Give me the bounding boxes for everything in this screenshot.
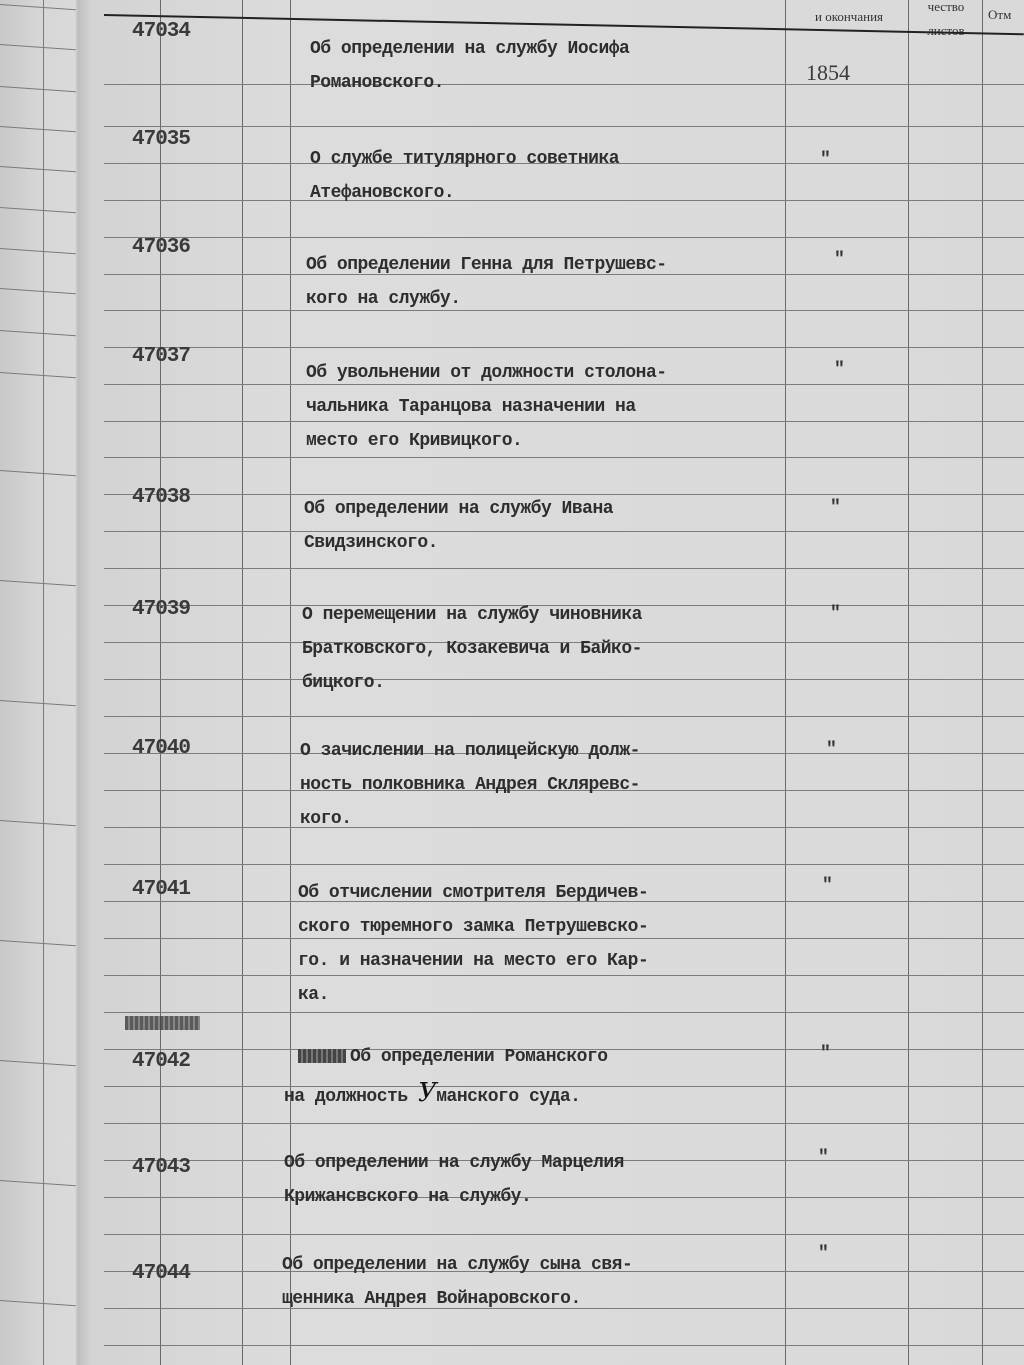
facing-page-line	[0, 700, 76, 706]
row-rule	[104, 310, 1024, 311]
entry-number: 47035	[132, 128, 191, 151]
facing-page-line	[0, 288, 76, 294]
row-rule	[104, 126, 1024, 127]
row-rule	[104, 827, 1024, 828]
entry-date-year: 1854	[806, 60, 850, 85]
entry-description-line: ность полковника Андрея Скляревс-	[300, 775, 640, 795]
row-rule	[104, 237, 1024, 238]
entry-description-line: кого на службу.	[306, 289, 461, 309]
ditto-mark: "	[822, 876, 833, 896]
entry-number: 47044	[132, 1262, 191, 1285]
ditto-mark: "	[818, 1148, 829, 1168]
sheets-column-header-line2: листов	[927, 23, 965, 38]
row-rule	[104, 200, 1024, 201]
entry-description-text: Об определении Романского	[350, 1047, 608, 1067]
facing-page-line	[0, 580, 76, 586]
entry-description-line: ка.	[298, 985, 329, 1005]
row-rule	[104, 347, 1024, 348]
facing-page-rule	[43, 0, 44, 1365]
entry-description-line: Об определении на службу Ивана	[304, 499, 614, 519]
entry-description-line: Романовского.	[310, 73, 444, 93]
row-rule	[104, 1197, 1024, 1198]
ditto-mark: "	[818, 1244, 829, 1264]
entry-number: 47042	[132, 1050, 191, 1073]
ditto-mark: "	[830, 498, 841, 518]
row-rule	[104, 457, 1024, 458]
entry-number: 47041	[132, 878, 191, 901]
sheets-column-header-line1: чество	[927, 0, 965, 14]
handwritten-correction: У	[417, 1078, 437, 1108]
entry-number: 47038	[132, 486, 191, 509]
row-rule	[104, 1012, 1024, 1013]
entry-description-text: манского суда.	[436, 1087, 581, 1107]
entry-description-line: Свидзинского.	[304, 533, 438, 553]
facing-page-line	[0, 1180, 76, 1186]
entry-description-line: Об определении на службу Иосифа	[310, 39, 630, 59]
row-rule	[104, 1234, 1024, 1235]
facing-page-edge	[0, 0, 78, 1365]
ditto-mark: "	[834, 250, 845, 270]
row-rule	[104, 1123, 1024, 1124]
facing-page-line	[0, 126, 76, 132]
entry-description-text: на должность	[284, 1087, 418, 1107]
row-rule	[104, 568, 1024, 569]
entry-description-line: чальника Таранцова назначении на	[306, 397, 636, 417]
facing-page-line	[0, 470, 76, 476]
entry-number: 47036	[132, 236, 191, 259]
facing-page-line	[0, 86, 76, 92]
entry-description-line	[284, 1076, 580, 1114]
row-rule	[104, 716, 1024, 717]
ditto-mark: "	[826, 740, 837, 760]
entry-description-line	[298, 1040, 608, 1074]
entry-description-line: О перемещении на службу чиновника	[302, 605, 642, 625]
entry-description-line: го. и назначении на место его Кар-	[298, 951, 649, 971]
entry-description-line: Об определении на службу Марцелия	[284, 1153, 624, 1173]
entry-description-line: щенника Андрея Войнаровского.	[282, 1289, 581, 1309]
ditto-mark: "	[820, 1044, 831, 1064]
notes-column-header: Отм	[988, 7, 1012, 22]
entry-number: 47043	[132, 1156, 191, 1179]
struck-out-typing	[125, 1016, 200, 1030]
facing-page-line	[0, 166, 76, 172]
facing-page-line	[0, 44, 76, 50]
struck-out-typing	[298, 1049, 346, 1063]
entry-description-line: О службе титулярного советника	[310, 149, 620, 169]
entry-description-line: Об определении Генна для Петрушевс-	[306, 255, 667, 275]
row-rule	[104, 679, 1024, 680]
row-rule	[104, 84, 1024, 85]
entry-number: 47037	[132, 345, 191, 368]
entry-description-line: Об определении на службу сына свя-	[282, 1255, 633, 1275]
facing-page-line	[0, 372, 76, 378]
ditto-mark: "	[820, 150, 831, 170]
entry-description-line: Крижансвского на службу.	[284, 1187, 532, 1207]
facing-page-line	[0, 207, 76, 213]
entry-description-line: место его Кривицкого.	[306, 431, 523, 451]
row-rule	[104, 1345, 1024, 1346]
entry-description-line: Об увольнении от должности столона-	[306, 363, 667, 383]
ditto-mark: "	[834, 360, 845, 380]
entry-description-line: кого.	[300, 809, 352, 829]
facing-page-line	[0, 1300, 76, 1306]
facing-page-line	[0, 940, 76, 946]
entry-description-line: бицкого.	[302, 673, 385, 693]
ditto-mark: "	[830, 604, 841, 624]
entry-number: 47040	[132, 737, 191, 760]
entry-description-line: Об отчислении смотрителя Бердичев-	[298, 883, 649, 903]
row-rule	[104, 864, 1024, 865]
facing-page-line	[0, 820, 76, 826]
entry-description-line: Братковского, Козакевича и Байко-	[302, 639, 642, 659]
entry-number: 47039	[132, 598, 191, 621]
facing-page-line	[0, 1060, 76, 1066]
dates-column-header: и окончания	[814, 9, 884, 24]
facing-page-line	[0, 330, 76, 336]
facing-page-line	[0, 4, 76, 10]
entry-description-line: О зачислении на полицейскую долж-	[300, 741, 640, 761]
row-rule	[104, 531, 1024, 532]
entry-description-line: Атефановского.	[310, 183, 455, 203]
facing-page-line	[0, 248, 76, 254]
entry-number: 47034	[132, 20, 191, 43]
entry-description-line: ского тюремного замка Петрушевско-	[298, 917, 649, 937]
